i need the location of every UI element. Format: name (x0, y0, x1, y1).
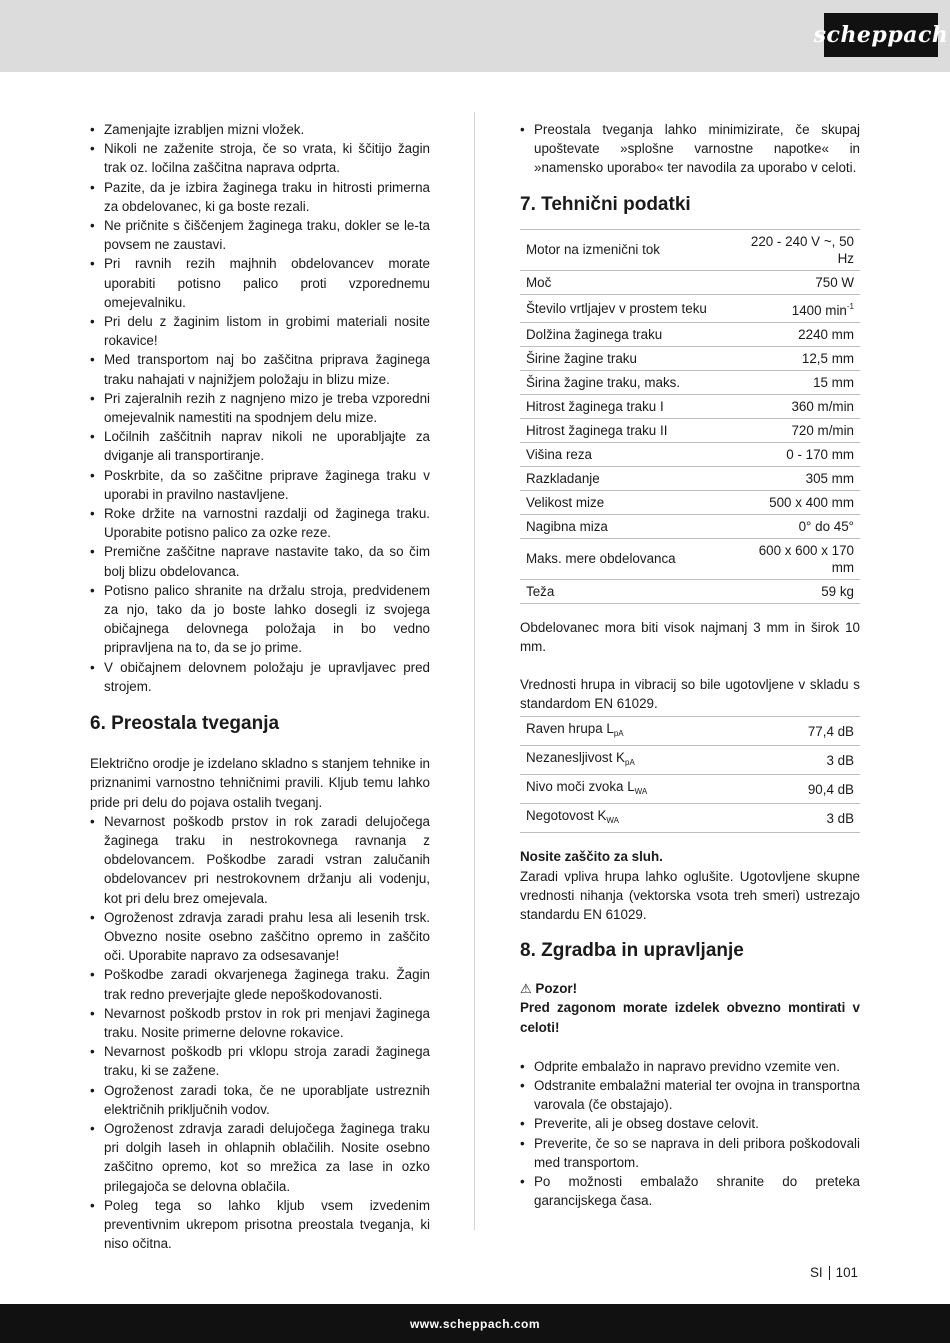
value-text: 305 mm (805, 470, 854, 486)
table-row (520, 466, 860, 490)
value-text: 720 m/min (791, 422, 854, 438)
row-value (728, 346, 860, 370)
column-divider (474, 112, 475, 1230)
row-label (520, 490, 728, 514)
workpiece-note: Obdelovanec mora biti visok najmanj 3 mm in širok 10 mm. (520, 619, 860, 654)
table-row (520, 538, 860, 579)
label-text: Hitrost žaginega traku II (526, 422, 668, 438)
list-item: • Pazite, da je izbira žaginega traku in hitrosti primerna za obdelovanec, ki ga boste rezali. (90, 178, 430, 216)
warning-text: Pred zagonom morate izdelek obvezno montirati v celoti! (520, 1000, 860, 1035)
row-value (757, 717, 860, 746)
row-value (728, 394, 860, 418)
technical-data-table (520, 229, 860, 604)
list-item: • Pri ravnih rezih majhnih obdelovancev morate uporabiti potisno palico proti vzporednemu omejevalniku. (90, 254, 430, 312)
row-label (520, 442, 728, 466)
list-item: • Po možnosti embalažo shranite do preteka garancijskega časa. (520, 1172, 860, 1210)
row-value (728, 270, 860, 294)
value-text: 3 dB (826, 810, 854, 826)
table-row (520, 394, 860, 418)
hearing-protection-title: Nosite zaščito za sluh. (520, 849, 663, 865)
row-label (520, 775, 757, 804)
label-text: Nivo moči zvoka L (526, 779, 635, 795)
table-row (520, 514, 860, 538)
value-text: 2240 mm (798, 326, 854, 342)
page-number (810, 1265, 858, 1280)
row-value (728, 418, 860, 442)
row-value (728, 229, 860, 270)
website-url: www.scheppach.com (409, 1316, 541, 1331)
value-text: 750 W (815, 274, 854, 290)
scheppach-logo: scheppach (824, 13, 938, 57)
row-value (757, 746, 860, 775)
value-text: 0° do 45° (798, 518, 854, 534)
table-row (520, 442, 860, 466)
label-text: Hitrost žaginega traku I (526, 398, 664, 414)
list-item: • Pri delu z žaginim listom in grobimi materiali nosite rokavice! (90, 312, 430, 350)
noise-values-table (520, 716, 860, 833)
row-label (520, 270, 728, 294)
value-text: 59 kg (821, 583, 854, 599)
row-value (728, 322, 860, 346)
row-label (520, 394, 728, 418)
warning-title: Pozor! (535, 981, 578, 997)
table-row (520, 717, 860, 746)
row-value (728, 490, 860, 514)
row-label (520, 294, 728, 322)
row-value (728, 370, 860, 394)
row-value (728, 294, 860, 322)
header-bar (0, 0, 950, 72)
table-row (520, 775, 860, 804)
row-label (520, 804, 757, 833)
list-item: • Ne pričnite s čiščenjem žaginega traku, dokler se le-ta povsem ne zaustavi. (90, 216, 430, 254)
list-item: • Preverite, če so se naprava in deli pribora poškodovali med transportom. (520, 1134, 860, 1172)
table-row (520, 322, 860, 346)
value-text: 600 x 600 x 170 mm (758, 542, 854, 575)
section-7-heading: 7. Tehnični podatki (520, 193, 691, 215)
table-row (520, 229, 860, 270)
row-value (728, 538, 860, 579)
list-item: • Odstranite embalažni material ter ovojna in transportna varovala (če obstajajo). (520, 1076, 860, 1114)
assembly-bullet-list (520, 1057, 860, 1211)
page-separator (829, 1266, 830, 1280)
value-text: 360 m/min (791, 398, 854, 414)
label-subscript: WA (606, 816, 619, 826)
list-item: • Premične zaščitne naprave nastavite tako, da so čim bolj blizu obdelovanca. (90, 542, 430, 580)
footer-bar (0, 1304, 950, 1343)
label-text: Negotovost K (526, 808, 607, 824)
hearing-protection-text: Zaradi vpliva hrupa lahko oglušite. Ugotovljene skupne vrednosti nihanja (vektorska vsota treh smeri) ustrezajo standardu EN 61029. (520, 868, 860, 923)
label-text: Motor na izmenični tok (526, 242, 660, 258)
table-row (520, 346, 860, 370)
list-item: • Preostala tveganja lahko minimizirate, če skupaj upoštevate »splošne varnostne napotke« in »namensko uporabo« ter navodila za uporabo v celoti. (520, 120, 860, 178)
list-item: • Ogroženost zdravja zaradi delujočega žaginega traku pri dolgih laseh in ohlapnih oblačilih. Nosite osebno zaščitno opremo, kot so mrežica za lase in ozko prilegajoča se delovna oblačila. (90, 1119, 430, 1196)
row-label (520, 466, 728, 490)
value-text: 1400 min (791, 302, 847, 318)
right-column (520, 120, 860, 1210)
list-item: • Ogroženost zaradi toka, če ne uporabljate ustreznih električnih priključnih vodov. (90, 1081, 430, 1119)
value-superscript: -1 (846, 301, 854, 311)
left-column (90, 120, 430, 1253)
list-item: • Poleg tega so lahko kljub vsem izvedenim preventivnim ukrepom prisotna preostala tveganja, ki niso očitna. (90, 1196, 430, 1254)
row-label (520, 418, 728, 442)
table-row (520, 746, 860, 775)
row-label (520, 322, 728, 346)
label-text: Nezanesljivost K (526, 750, 625, 766)
list-item: • Potisno palico shranite na držalu stroja, predvidenem za njo, tako da jo boste lahko dosegli iz svojega običajnega delovnega položaja in bo vedno pripravljena na to, da se jo prime. (90, 581, 430, 658)
list-item: • V običajnem delovnem položaju je upravljavec pred strojem. (90, 658, 430, 696)
table-row (520, 579, 860, 603)
label-subscript: WA (634, 787, 648, 797)
row-label (520, 746, 757, 775)
label-text: Razkladanje (526, 470, 600, 486)
row-label (520, 717, 757, 746)
row-label (520, 514, 728, 538)
noise-intro: Vrednosti hrupa in vibracij so bile ugotovljene v skladu s standardom EN 61029. (520, 677, 860, 712)
row-label (520, 229, 728, 270)
section-6-heading: 6. Preostala tveganja (90, 713, 280, 735)
label-text: Dolžina žaginega traku (526, 326, 663, 342)
list-item: • Ločilnih zaščitnih naprav nikoli ne uporabljajte za dviganje ali transportiranje. (90, 427, 430, 465)
value-text: 12,5 mm (801, 350, 854, 366)
list-item: • Nevarnost poškodb pri vklopu stroja zaradi žaginega traku, ki se zažene. (90, 1042, 430, 1080)
list-item: • Med transportom naj bo zaščitna priprava žaginega traku nahajati v najnižjem položaju in blizu mize. (90, 350, 430, 388)
warning-triangle-icon: ⚠ (520, 981, 532, 997)
warning-heading (520, 979, 860, 998)
label-text: Teža (526, 583, 555, 599)
row-label (520, 579, 728, 603)
row-value (757, 775, 860, 804)
row-value (728, 442, 860, 466)
label-text: Širine žagine traku (526, 350, 637, 366)
value-text: 500 x 400 mm (769, 494, 854, 510)
row-label (520, 346, 728, 370)
row-label (520, 538, 728, 579)
label-text: Število vrtljajev v prostem teku (526, 300, 707, 316)
label-subscript: pA (625, 758, 635, 768)
row-value (728, 466, 860, 490)
top-bullet-list (520, 120, 860, 178)
safety-bullet-list (90, 120, 430, 696)
row-value (757, 804, 860, 833)
row-label (520, 370, 728, 394)
table-row (520, 294, 860, 322)
label-text: Širina žagine traku, maks. (526, 374, 681, 390)
list-item: • Pri zajeralnih rezih z nagnjeno mizo je treba vzporedni omejevalnik namestiti na spodnjem delu mize. (90, 389, 430, 427)
table-row (520, 418, 860, 442)
list-item: • Roke držite na varnostni razdalji od žaginega traku. Uporabite potisno palico za ozke reze. (90, 504, 430, 542)
label-text: Nagibna miza (526, 518, 608, 534)
list-item: • Preverite, ali je obseg dostave celovit. (520, 1114, 860, 1133)
table-row (520, 490, 860, 514)
list-item: • Nikoli ne zaženite stroja, če so vrata, ki ščitijo žagin trak oz. ločilna zaščitna naprava odprta. (90, 139, 430, 177)
value-text: 0 - 170 mm (786, 446, 854, 462)
list-item: • Nevarnost poškodb prstov in rok pri menjavi žaginega traku. Nosite primerne delovne rokavice. (90, 1004, 430, 1042)
residual-risk-list (90, 812, 430, 1254)
section-6-intro: Električno orodje je izdelano skladno s stanjem tehnike in priznanimi varnostno tehničnimi pravili. Kljub temu lahko pride pri delu do pojava ostalih tveganj. (90, 756, 430, 810)
value-text: 15 mm (813, 374, 854, 390)
language-code: SI (810, 1265, 823, 1280)
label-subscript: pA (613, 729, 624, 739)
value-text: 90,4 dB (807, 781, 854, 797)
list-item: • Poskrbite, da so zaščitne priprave žaginega traku v uporabi in pravilno nastavljene. (90, 466, 430, 504)
label-text: Raven hrupa L (526, 721, 614, 737)
value-text: 77,4 dB (807, 723, 854, 739)
page-num: 101 (835, 1265, 858, 1280)
table-row (520, 804, 860, 833)
list-item: • Ogroženost zdravja zaradi prahu lesa ali lesenih trsk. Obvezno nosite osebno zaščitno opremo in zaščito oči. Uporabite napravo za odsesavanje! (90, 908, 430, 966)
section-8-heading: 8. Zgradba in upravljanje (520, 940, 744, 962)
label-text: Maks. mere obdelovanca (526, 551, 676, 567)
value-text: 3 dB (826, 752, 854, 768)
label-text: Velikost mize (526, 494, 605, 510)
row-value (728, 579, 860, 603)
value-text: 220 - 240 V ~, 50 Hz (750, 233, 854, 266)
list-item: • Odprite embalažo in napravo previdno vzemite ven. (520, 1057, 860, 1076)
table-row (520, 270, 860, 294)
list-item: • Poškodbe zaradi okvarjenega žaginega traku. Žagin trak redno preverjajte glede nepoškodovanosti. (90, 965, 430, 1003)
list-item: • Nevarnost poškodb prstov in rok zaradi delujočega žaginega traku in nestrokovnega ravnanja z obdelovancem. Poškodbe zaradi vstran zalučanih obdelovancev pri nestrokovnem držanju ali vodenju, kot pri delu brez omejevala. (90, 812, 430, 908)
label-text: Moč (526, 274, 552, 290)
row-value (728, 514, 860, 538)
list-item: • Zamenjajte izrabljen mizni vložek. (90, 120, 430, 139)
label-text: Višina reza (526, 446, 592, 462)
table-row (520, 370, 860, 394)
